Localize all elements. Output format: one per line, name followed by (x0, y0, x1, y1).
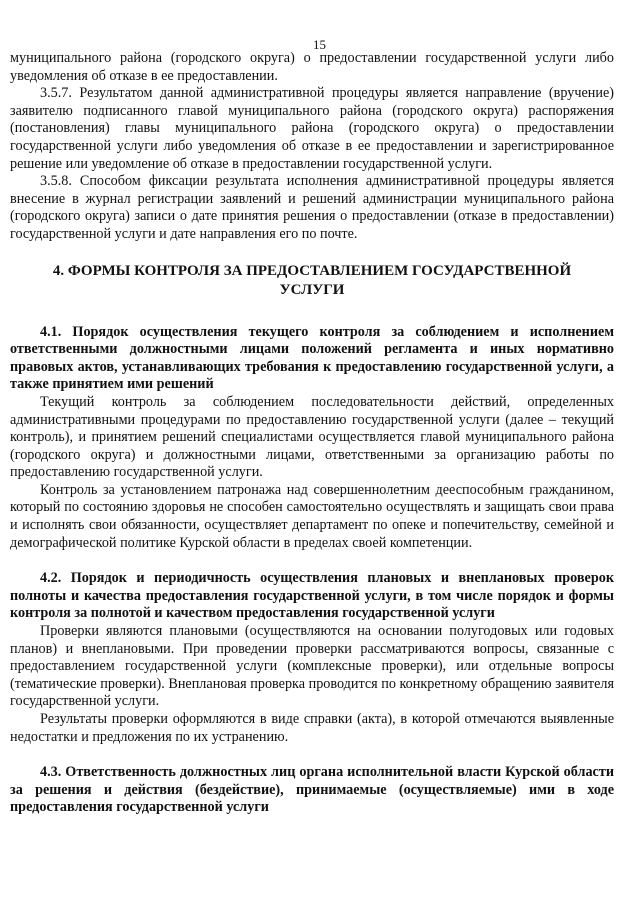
paragraph-4-1-patronage-control: Контроль за установлением патронажа над совершеннолетним дееспособным гражданином, который по состоянию здоровья не способен самостоятельно осуществлять и защищать свои права и исполнять свои обязанности, осуществляет департамент по опеке и попечительству, семейной и демографической политике Курской области в пределах своей компетенции. (10, 481, 614, 551)
paragraph-3-5-8: 3.5.8. Способом фиксации результата исполнения административной процедуры является внесение в журнал регистрации заявлений и решений администрации муниципального района (городского округа) записи о дате принятия решения о предоставлении (отказе в предоставлении) государственной услуги и дате направления его по почте. (10, 173, 614, 242)
paragraph-4-1-current-control: Текущий контроль за соблюдением последовательности действий, определенных административными процедурами по предоставлению государственной услуги (далее – текущий контроль), и принятием решений специалистами осуществляется главой муниципального района (городского округа) и должностными лицами, ответственными за организацию работы по предоставлению государственной услуги. (10, 393, 614, 481)
section-4-heading: 4. ФОРМЫ КОНТРОЛЯ ЗА ПРЕДОСТАВЛЕНИЕМ ГОСУДАРСТВЕННОЙ УСЛУГИ (52, 262, 572, 298)
paragraph-4-2-results: Результаты проверки оформляются в виде справки (акта), в которой отмечаются выявленные недостатки и предложения по их устранению. (10, 711, 614, 745)
subsection-4-3-heading: 4.3. Ответственность должностных лиц органа исполнительной власти Курской области за решения и действия (бездействие), принимаемые (осуществляемые) ими в ходе предоставления государственной услуги (10, 764, 614, 816)
subsection-4-1-heading: 4.1. Порядок осуществления текущего контроля за соблюдением и исполнением ответственными должностными лицами положений регламента и иных нормативно правовых актов, устанавливающих требования к предоставлению государственной услуги, а также принятием ими решений (10, 323, 614, 393)
paragraph-continuation: муниципального района (городского округа) о предоставлении государственной услуги либо уведомления об отказе в ее предоставлении. (10, 50, 614, 84)
document-body (10, 50, 614, 817)
paragraph-3-5-7: 3.5.7. Результатом данной административной процедуры является направление (вручение) заявителю подписанного главой муниципального района (городского округа) распоряжения (постановления) главы муниципального района (городского округа) о предоставлении государственной услуги либо уведомления об отказе в ее предоставлении и зарегистрированное решение или уведомление об отказе в предоставлении государственной услуги. (10, 85, 614, 172)
paragraph-4-2-inspections: Проверки являются плановыми (осуществляются на основании полугодовых или годовых планов) и внеплановыми. При проведении проверки рассматриваются вопросы, связанные с предоставлением государственной услуги (комплексные проверки), или отдельные вопросы (тематические проверки). Внеплановая проверка проводится по конкретному обращению заявителя государственной услуги. (10, 623, 614, 710)
subsection-4-2-heading: 4.2. Порядок и периодичность осуществления плановых и внеплановых проверок полноты и качества предоставления государственной услуги, в том числе порядок и формы контроля за полнотой и качеством предоставления государственной услуги (10, 570, 614, 622)
page-number: 15 (313, 37, 326, 52)
